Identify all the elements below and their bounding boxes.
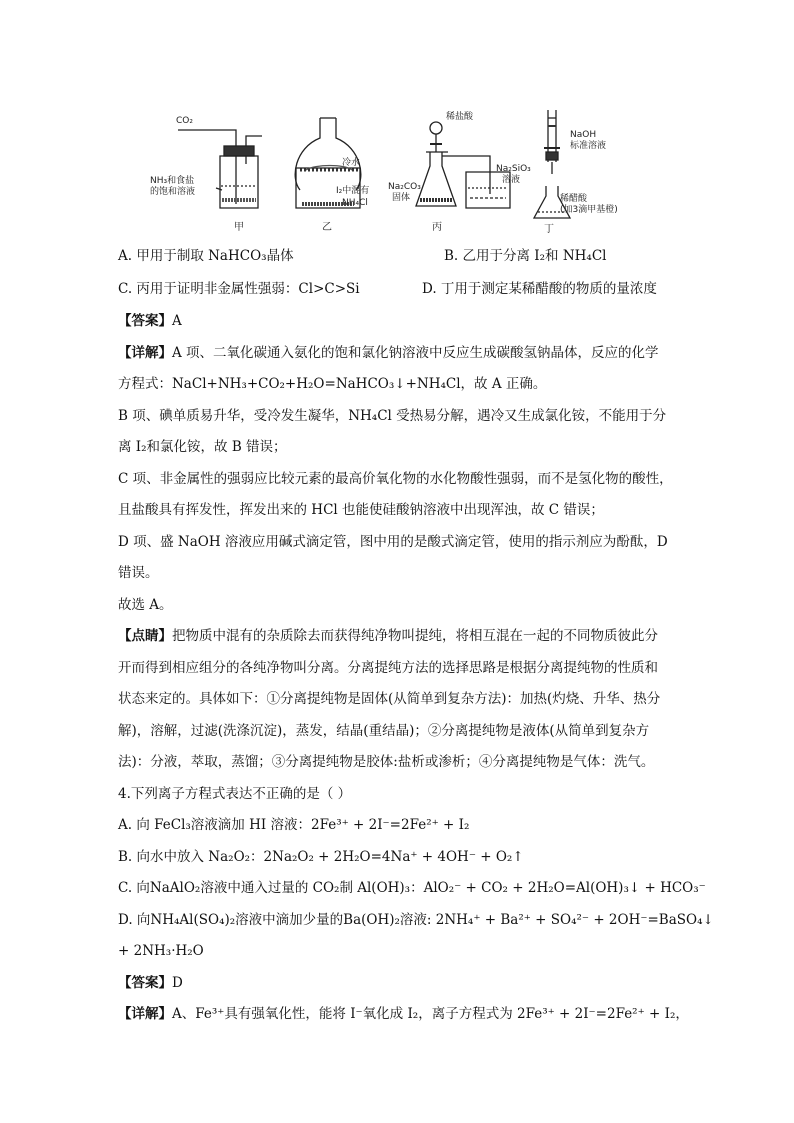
label-co2: CO₂ (176, 116, 193, 126)
caption-yi: 乙 (322, 222, 332, 233)
caption-ding: 丁 (544, 224, 554, 235)
label-acetic-2: (加3滴甲基橙) (560, 205, 618, 215)
answer-q4-tag: 【答案】 (118, 975, 172, 991)
detail-line-9: 故选 A。 (118, 597, 173, 613)
detail-line-6: 且盐酸具有挥发性，挥发出来的 HCl 也能使硅酸钠溶液中出现浑浊，故 C 错误； (118, 502, 604, 518)
option-a: A. 甲用于制取 NaHCO₃晶体 (118, 248, 294, 264)
q4-option-d-cont: + 2NH₃·H₂O (118, 943, 204, 959)
label-na2sio3-2: 溶液 (502, 175, 521, 185)
option-b: B. 乙用于分离 I₂和 NH₄Cl (444, 248, 607, 264)
detail-tag: 【详解】 (118, 345, 172, 361)
q4-option-c: C. 向NaAlO₂溶液中通入过量的 CO₂制 Al(OH)₃：AlO₂⁻ + CO₂ + 2H₂O=Al(OH)₃↓ + HCO₃⁻ (118, 880, 706, 896)
option-c: C. 丙用于证明非金属性强弱：Cl>C>Si (118, 281, 360, 297)
detail-line-4: 离 I₂和氯化铵，故 B 错误； (118, 439, 287, 455)
label-jia-solution-2: 的饱和溶液 (150, 187, 196, 197)
detail-q4-tag: 【详解】 (118, 1006, 172, 1022)
tip-line-5: 法)：分液，萃取，蒸馏；③分离提纯物是胶体:盐析或渗析；④分离提纯物是气体：洗气。 (118, 754, 655, 770)
tip-text: 把物质中混有的杂质除去而获得纯净物叫提纯，将相互混在一起的不同物质彼此分 (172, 628, 658, 644)
label-naoh-1: NaOH (570, 130, 597, 140)
answer-tag: 【答案】 (118, 313, 172, 329)
caption-bing: 丙 (432, 222, 442, 233)
label-acetic-1: 稀醋酸 (560, 194, 588, 204)
label-jia-solution-1: NH₃和食盐 (150, 176, 195, 186)
label-cold-water: 冷水 (342, 158, 361, 168)
apparatus-figure (150, 108, 670, 236)
detail-text: A 项、二氧化碳通入氨化的饱和氯化钠溶液中反应生成碳酸氢钠晶体，反应的化学 (172, 345, 659, 361)
tip-line-2: 开而得到相应组分的各纯净物叫分离。分离提纯方法的选择思路是根据分离提纯物的性质和 (118, 660, 658, 676)
q4-option-d: D. 向NH₄Al(SO₄)₂溶液中滴加少量的Ba(OH)₂溶液: 2NH₄⁺ + Ba²⁺ + SO₄²⁻ + 2OH⁻=BaSO₄↓ (118, 912, 714, 928)
label-na2sio3-1: Na₂SiO₃ (496, 164, 531, 174)
detail-line-2: 方程式：NaCl+NH₃+CO₂+H₂O=NaHCO₃↓+NH₄Cl，故 A 正确。 (118, 376, 547, 392)
q4-stem: 4.下列离子方程式表达不正确的是（ ） (118, 786, 352, 802)
detail-line-3: B 项、碘单质易升华，受冷发生凝华，NH₄Cl 受热易分解，遇冷又生成氯化铵，不能用于分 (118, 408, 667, 424)
detail-q4-text: A、Fe³⁺具有强氧化性，能将 I⁻氧化成 I₂，离子方程式为 2Fe³⁺ + 2I⁻=2Fe²⁺ + I₂， (172, 1006, 689, 1022)
detail-q4-line-1 (118, 1004, 689, 1024)
q4-option-b: B. 向水中放入 Na₂O₂：2Na₂O₂ + 2H₂O=4Na⁺ + 4OH⁻ + O₂↑ (118, 849, 524, 865)
tip-tag: 【点睛】 (118, 628, 172, 644)
label-na2co3-1: Na₂CO₃ (388, 182, 421, 192)
q4-option-a: A. 向 FeCl₃溶液滴加 HI 溶液：2Fe³⁺ + 2I⁻=2Fe²⁺ + I₂ (118, 817, 470, 833)
label-i2-mix-1: I₂中混有 (336, 186, 370, 196)
detail-line-8: 错误。 (118, 565, 159, 581)
detail-line-1 (118, 343, 659, 363)
label-dilute-hcl: 稀盐酸 (446, 112, 474, 122)
label-naoh-2: 标准溶液 (570, 141, 607, 151)
answer-q4 (118, 973, 183, 993)
option-d: D. 丁用于测定某稀醋酸的物质的量浓度 (422, 281, 657, 297)
answer-q4-value: D (172, 975, 183, 991)
detail-line-7: D 项、盛 NaOH 溶液应用碱式滴定管，图中用的是酸式滴定管，使用的指示剂应为酚酞，D (118, 534, 668, 550)
label-na2co3-2: 固体 (392, 193, 411, 203)
tip-line-3: 状态来定的。具体如下：①分离提纯物是固体(从简单到复杂方法)：加热(灼烧、升华、热分 (118, 691, 661, 707)
detail-line-5: C 项、非金属性的强弱应比较元素的最高价氧化物的水化物酸性强弱，而不是氢化物的酸性， (118, 471, 673, 487)
label-i2-mix-2: NH₄Cl (342, 198, 368, 208)
apparatus-drawing (150, 108, 670, 236)
tip-line-4: 解)，溶解，过滤(洗涤沉淀)，蒸发，结晶(重结晶)；②分离提纯物是液体(从简单到复杂方 (118, 723, 650, 739)
answer-value: A (172, 313, 182, 329)
answer-q3 (118, 311, 182, 331)
tip-line-1 (118, 626, 658, 646)
caption-jia: 甲 (234, 222, 244, 233)
